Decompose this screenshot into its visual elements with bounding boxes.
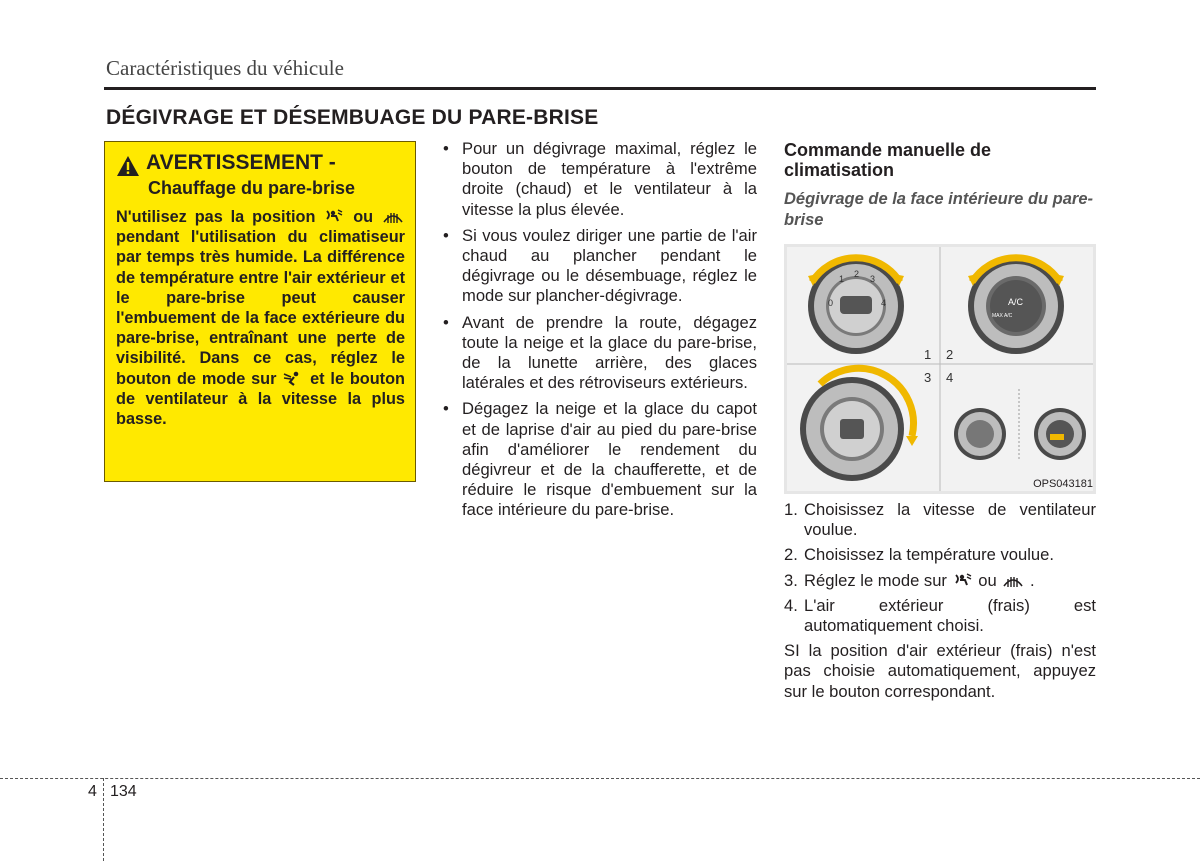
svg-text:4: 4: [881, 298, 887, 308]
manual-control-subheading: Dégivrage de la face intérieure du pare-brise: [784, 190, 1094, 229]
footer-divider: [0, 778, 1200, 779]
list-item: • Avant de prendre la route, dégagez toute la neige et la glace du pare-brise, de la lunette arrière, des glaces latérales et des rétroviseurs extérieurs.: [443, 312, 757, 393]
floor-defrost-icon: [952, 572, 974, 589]
svg-text:1: 1: [924, 347, 932, 362]
temperature-dial: [968, 258, 1064, 354]
fan-speed-dial: [808, 258, 904, 354]
list-item: 2. Choisissez la température voulue.: [784, 545, 1054, 565]
steps-list: [784, 500, 1096, 702]
list-item: 4. L'air extérieur (frais) est automatiquement choisi.: [784, 595, 1096, 636]
svg-text:0: 0: [828, 298, 834, 308]
list-item: • Pour un dégivrage maximal, réglez le bouton de température à l'extrême droite (chaud) et le ventilateur à la vitesse la plus élevée.: [443, 139, 757, 219]
svg-text:2: 2: [946, 347, 954, 362]
manual-control-section: [784, 140, 1096, 231]
warning-body: [116, 207, 405, 429]
defrost-icon: [1001, 572, 1025, 589]
warning-text-1: N'utilisez pas la position: [116, 208, 316, 226]
svg-text:1: 1: [839, 274, 845, 284]
small-fan-dial: [954, 408, 1006, 460]
svg-text:4: 4: [946, 370, 954, 385]
warning-triangle-icon: [116, 155, 140, 177]
footer-vertical-divider: [103, 778, 104, 861]
list-item: 3. Réglez le mode sur ou .: [784, 570, 1035, 590]
warning-subtitle: Chauffage du pare-brise: [148, 178, 356, 198]
defrost-icon: [381, 208, 405, 225]
figure-caption: OPS043181: [1033, 478, 1093, 490]
list-item: • Dégagez la neige et la glace du capot et de laprise d'air au pied du pare-brise afin d'améliorer le rendement du dégivreur et de la chaufferette, et de réduire le risque d'embuement sur la face intérieure du pare-brise.: [443, 399, 757, 520]
chapter-number: 4: [88, 783, 97, 800]
svg-text:A/C: A/C: [1008, 297, 1024, 307]
svg-text:3: 3: [924, 370, 932, 385]
warning-text-2: ou: [353, 208, 374, 226]
section-title: DÉGIVRAGE ET DÉSEMBUAGE DU PARE-BRISE: [106, 106, 599, 129]
list-item: • Si vous voulez diriger une partie de l'air chaud au plancher pendant le dégivrage ou le désembuage, réglez le mode sur plancher-dégivrage.: [443, 225, 757, 306]
figure-illustration: [784, 244, 1096, 494]
svg-text:2: 2: [854, 269, 860, 279]
header-rule: [104, 87, 1096, 90]
warning-header: [116, 152, 405, 177]
warning-text-3: pendant l'utilisation du climatiseur par temps très humide. La différence de température entre l'air extérieur et le pare-brise peut causer l'embuement de la face extérieure du pare-brise, entraînant une perte de visibilité. Dans ce cas, réglez le bouton de mode sur: [116, 228, 405, 388]
manual-control-heading: Commande manuelle de climatisation: [784, 140, 992, 180]
page-number: 134: [110, 783, 137, 800]
bullet-list: [441, 139, 757, 527]
svg-text:MAX A/C: MAX A/C: [992, 313, 1013, 319]
warning-text-4: et le bouton de ventilateur à la vitesse la plus basse.: [116, 369, 405, 429]
small-temp-dial: [1034, 408, 1086, 460]
vent-mode-icon: [282, 370, 304, 387]
note-paragraph: SI la position d'air extérieur (frais) n'est pas choisie automatiquement, appuyez sur le bouton correspondant.: [784, 641, 1096, 701]
chapter-header: Caractéristiques du véhicule: [106, 56, 344, 80]
svg-text:3: 3: [870, 274, 876, 284]
warning-title: AVERTISSEMENT -: [146, 151, 336, 174]
floor-defrost-icon: [323, 208, 345, 225]
climate-control-figure: [784, 244, 1096, 494]
warning-box: [104, 141, 416, 482]
list-item: 1. Choisissez la vitesse de ventilateur voulue.: [784, 500, 1096, 540]
